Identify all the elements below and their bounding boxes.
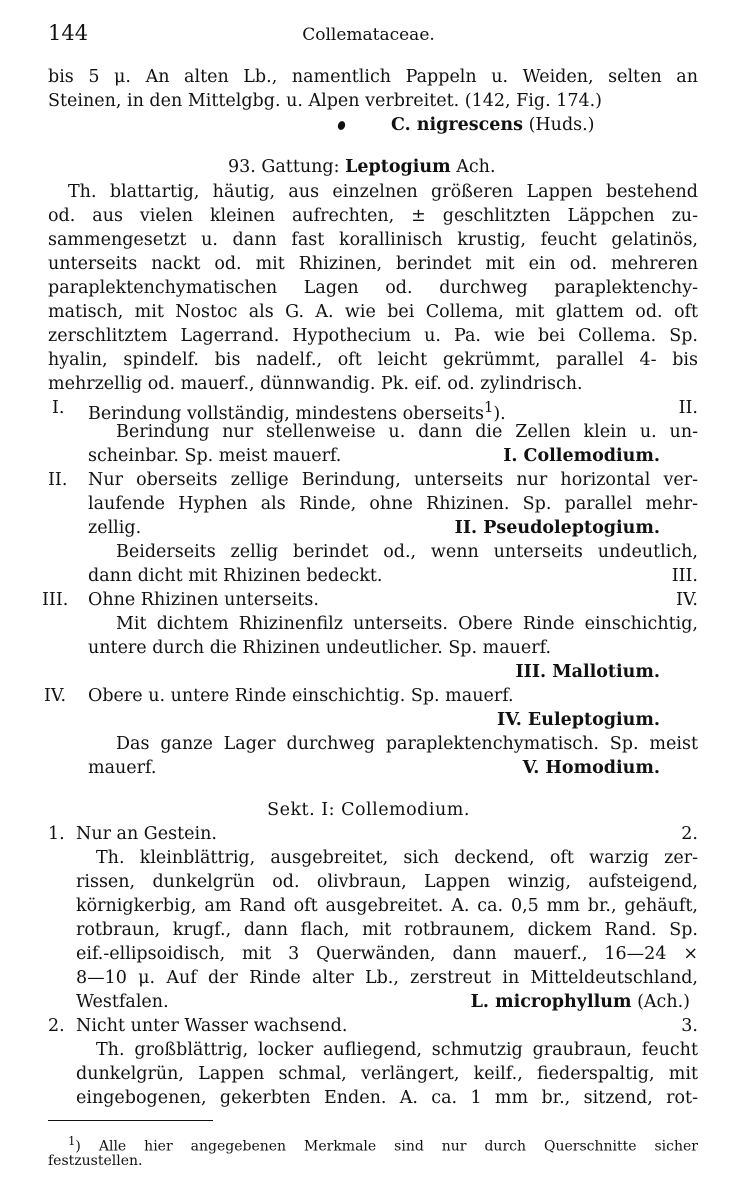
key-ref: 2. [681, 824, 698, 844]
key-ref: II. Pseudoleptogium. [454, 518, 660, 538]
text-line: zerschlitztem Lagerrand. Hypothecium u. Pa. wie bei Collema. Sp. [48, 326, 698, 346]
key-label: I. [52, 398, 65, 418]
key-label: 2. [48, 1016, 65, 1036]
species-heading [380, 991, 690, 1013]
text-line: od. aus vielen kleinen aufrechten, ± geschlitzten Läppchen zu- [48, 206, 698, 226]
text-line: Berindung nur stellenweise u. dann die Zellen klein u. un- [116, 422, 698, 442]
footnote-line: ) Alle hier angegebenen Merkmale sind nur durch Querschnitte sicher [75, 1138, 698, 1155]
text-line: bis 5 μ. An alten Lb., namentlich Pappeln u. Weiden, selten an [48, 67, 698, 87]
footnote-marker: 1 [68, 1134, 76, 1148]
key-label: II. [48, 470, 68, 490]
key-label: III. [42, 590, 69, 610]
key-text: Ohne Rhizinen unterseits. [88, 590, 319, 610]
text-line: hyalin, spindelf. bis nadelf., oft leicht gekrümmt, parallel 4- bis [48, 350, 698, 370]
page-number: 144 [48, 21, 89, 45]
text-line: Th. großblättrig, locker aufliegend, schmutzig graubraun, feucht [96, 1040, 698, 1060]
bullet-icon [337, 120, 347, 131]
key-ref: III. [671, 566, 698, 586]
key-text-main: Berindung vollständig, mindestens oberseits [88, 403, 485, 424]
species-author: (Ach.) [637, 992, 690, 1012]
text-line: mehrzellig od. mauerf., dünnwandig. Pk. eif. od. zylindrisch. [48, 374, 583, 394]
text-line: Mit dichtem Rhizinenfilz unterseits. Obere Rinde einschichtig, [116, 614, 698, 634]
text-line: eif.-ellipsoidisch, mit 3 Querwänden, dann mauerf., 16—24 × [76, 944, 698, 964]
key-text: Obere u. untere Rinde einschichtig. Sp. mauerf. [88, 686, 514, 706]
text-line: dunkelgrün, Lappen schmal, verlängert, keilf., fiederspaltig, mit [76, 1064, 698, 1084]
genus-author: Ach. [456, 157, 496, 177]
text-line: Steinen, in den Mittelgbg. u. Alpen verbreitet. (142, Fig. 174.) [48, 91, 603, 111]
key-text: Nur oberseits zellige Berindung, unterseits nur horizontal ver- [88, 470, 698, 490]
text-line: Beiderseits zellig berindet od., wenn unterseits undeutlich, [116, 542, 698, 562]
text-line: unterseits nackt od. mit Rhizinen, berindet mit ein od. mehreren [48, 254, 698, 274]
genus-heading [228, 156, 496, 178]
text-line: Das ganze Lager durchweg paraplektenchymatisch. Sp. meist [116, 734, 698, 754]
footnote-divider [48, 1120, 213, 1121]
text-line: rotbraun, krugf., dann flach, mit rotbraunem, dickem Rand. Sp. [76, 920, 698, 940]
key-ref: V. Homodium. [522, 758, 660, 778]
species-author: (Huds.) [528, 115, 595, 135]
footnote-ref: 1 [484, 399, 494, 416]
running-title: Collemataceae. [302, 25, 435, 45]
key-ref: II. [678, 398, 698, 418]
text-line: paraplektenchymatischen Lagen od. durchweg paraplektenchy- [48, 278, 698, 298]
text-line: Westfalen. [76, 992, 169, 1012]
text-line: zellig. [88, 518, 142, 538]
genus-prefix: 93. Gattung: [228, 157, 340, 177]
key-ref: IV. [675, 590, 698, 610]
footnote-line: festzustellen. [48, 1153, 143, 1169]
text-line: laufende Hyphen als Rinde, ohne Rhizinen. Sp. parallel mehr- [88, 494, 698, 514]
text-line: eingebogenen, gekerbten Enden. A. ca. 1 mm br., sitzend, rot- [76, 1088, 698, 1108]
text-line: rissen, dunkelgrün od. olivbraun, Lappen winzig, aufsteigend, [76, 872, 698, 892]
text-line: matisch, mit Nostoc als G. A. wie bei Collema, mit glattem od. oft [48, 302, 698, 322]
key-label: IV. [44, 686, 67, 706]
section-heading: Sekt. I: Collemodium. [267, 800, 470, 820]
key-text-after: ). [493, 403, 506, 424]
key-text: Nicht unter Wasser wachsend. [76, 1016, 348, 1036]
text-line: sammengesetzt u. dann fast korallinisch krustig, feucht gelatinös, [48, 230, 698, 250]
species-heading [338, 114, 595, 136]
text-line: untere durch die Rhizinen undeutlicher. Sp. mauerf. [88, 638, 552, 658]
text-line: Th. blattartig, häutig, aus einzelnen größeren Lappen bestehend [68, 182, 698, 202]
key-text: Nur an Gestein. [76, 824, 217, 844]
text-line: 8—10 μ. Auf der Rinde alter Lb., zerstreut in Mitteldeutschland, [76, 968, 698, 988]
text-line: körnigkerbig, am Rand oft ausgebreitet. A. ca. 0,5 mm br., gehäuft, [76, 896, 698, 916]
footnote-text [68, 1132, 698, 1156]
text-line: scheinbar. Sp. meist mauerf. [88, 446, 342, 466]
text-line: mauerf. [88, 758, 157, 778]
text-line: dann dicht mit Rhizinen bedeckt. [88, 566, 383, 586]
key-ref: I. Collemodium. [503, 446, 660, 466]
species-name: C. nigrescens [391, 115, 523, 135]
key-ref: IV. Euleptogium. [497, 710, 660, 730]
key-ref: 3. [681, 1016, 698, 1036]
key-label: 1. [48, 824, 65, 844]
key-ref: III. Mallotium. [515, 662, 660, 682]
text-line: Th. kleinblättrig, ausgebreitet, sich deckend, oft warzig zer- [96, 848, 698, 868]
species-name: L. microphyllum [470, 992, 632, 1012]
genus-name: Leptogium [345, 157, 451, 177]
